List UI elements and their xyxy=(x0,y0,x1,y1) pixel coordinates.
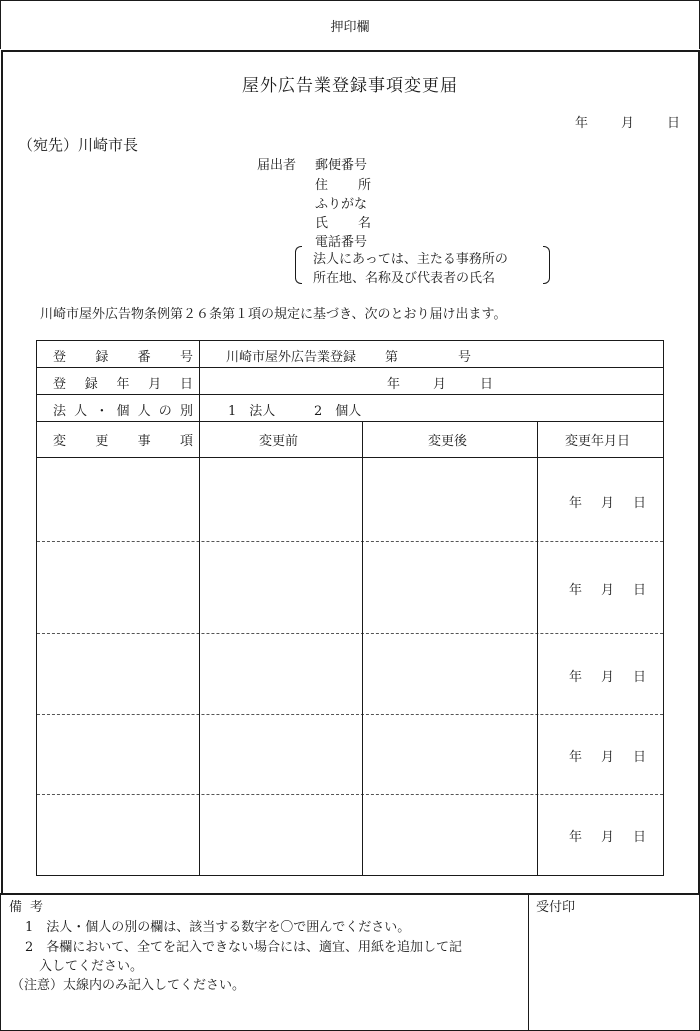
row-3-date[interactable]: 年 月 日 xyxy=(569,670,647,685)
receipt-stamp-label: 受付印 xyxy=(536,900,576,915)
remark-item-2: 2 各欄において、全てを記入できない場合には、適宜、用紙を追加して記 xyxy=(25,940,463,955)
remarks-area xyxy=(0,893,700,1031)
row-2-date[interactable]: 年 月 日 xyxy=(569,583,647,598)
furigana-label[interactable]: ふりがな xyxy=(315,197,368,212)
entity-type-label: 法 人 ・ 個 人 の 別 xyxy=(53,404,193,419)
row-1-date[interactable]: 年 月 日 xyxy=(569,496,647,511)
phone-label[interactable]: 電話番号 xyxy=(315,235,368,250)
table-rule-dotted xyxy=(37,633,663,634)
remark-caution: （注意）太線内のみ記入してください。 xyxy=(11,978,246,993)
table-rule-dotted xyxy=(37,541,663,542)
table-rule xyxy=(37,421,663,422)
form-title: 屋外広告業登録事項変更届 xyxy=(242,76,458,96)
legal-statement: 川崎市屋外広告物条例第２６条第１項の規定に基づき、次のとおり届け出ます。 xyxy=(40,307,507,322)
addressee: （宛先）川崎市長 xyxy=(18,136,139,154)
date-day: 日 xyxy=(667,116,681,131)
remark-item-2-continued: 入してください。 xyxy=(39,959,144,974)
remarks-divider xyxy=(528,893,529,1030)
reg-date-year: 年 xyxy=(387,377,401,392)
corp-note-bracket-left xyxy=(295,246,302,284)
reg-number-label: 登 録 番 号 xyxy=(53,350,193,365)
date-month: 月 xyxy=(621,116,635,131)
stamp-area-label: 押印欄 xyxy=(330,20,370,35)
table-rule-dotted xyxy=(37,714,663,715)
remark-item-1: 1 法人・個人の別の欄は、該当する数字を〇で囲んでください。 xyxy=(25,920,411,935)
reg-number-go: 号 xyxy=(458,350,472,365)
table-rule xyxy=(37,367,663,368)
remarks-heading: 備 考 xyxy=(9,900,43,915)
row-5-date[interactable]: 年 月 日 xyxy=(569,830,647,845)
name-label[interactable]: 氏 名 xyxy=(315,216,371,231)
table-rule xyxy=(37,457,663,458)
reg-number-dai: 第 xyxy=(385,350,399,365)
table-column-rule xyxy=(199,341,200,875)
submission-date[interactable] xyxy=(575,112,680,131)
corp-note-line-2: 所在地、名称及び代表者の氏名 xyxy=(313,271,496,286)
corp-note-line-1: 法人にあっては、主たる事務所の xyxy=(313,252,508,267)
reg-number-prefix: 川崎市屋外広告業登録 xyxy=(226,350,357,365)
col-after: 変更後 xyxy=(428,434,468,449)
table-column-rule xyxy=(537,422,538,875)
col-change-date: 変更年月日 xyxy=(565,434,631,449)
corp-note-bracket-right xyxy=(543,246,550,284)
row-4-date[interactable]: 年 月 日 xyxy=(569,750,647,765)
applicant-heading: 届出者 xyxy=(257,158,297,173)
reg-date-label: 登 録 年 月 日 xyxy=(53,377,193,392)
reg-date-month: 月 xyxy=(433,377,447,392)
reg-date-day: 日 xyxy=(480,377,494,392)
table-rule-dotted xyxy=(37,794,663,795)
entity-type-corporation[interactable]: 1 法人 xyxy=(228,404,276,419)
date-year: 年 xyxy=(575,116,589,131)
postal-code-label[interactable]: 郵便番号 xyxy=(315,158,368,173)
registration-table xyxy=(36,340,664,876)
address-label[interactable]: 住 所 xyxy=(315,178,371,193)
table-column-rule xyxy=(362,422,363,875)
entity-type-individual[interactable]: 2 個人 xyxy=(314,404,362,419)
table-rule xyxy=(37,394,663,395)
col-before: 変更前 xyxy=(259,434,299,449)
col-change-item: 変 更 事 項 xyxy=(53,434,193,449)
